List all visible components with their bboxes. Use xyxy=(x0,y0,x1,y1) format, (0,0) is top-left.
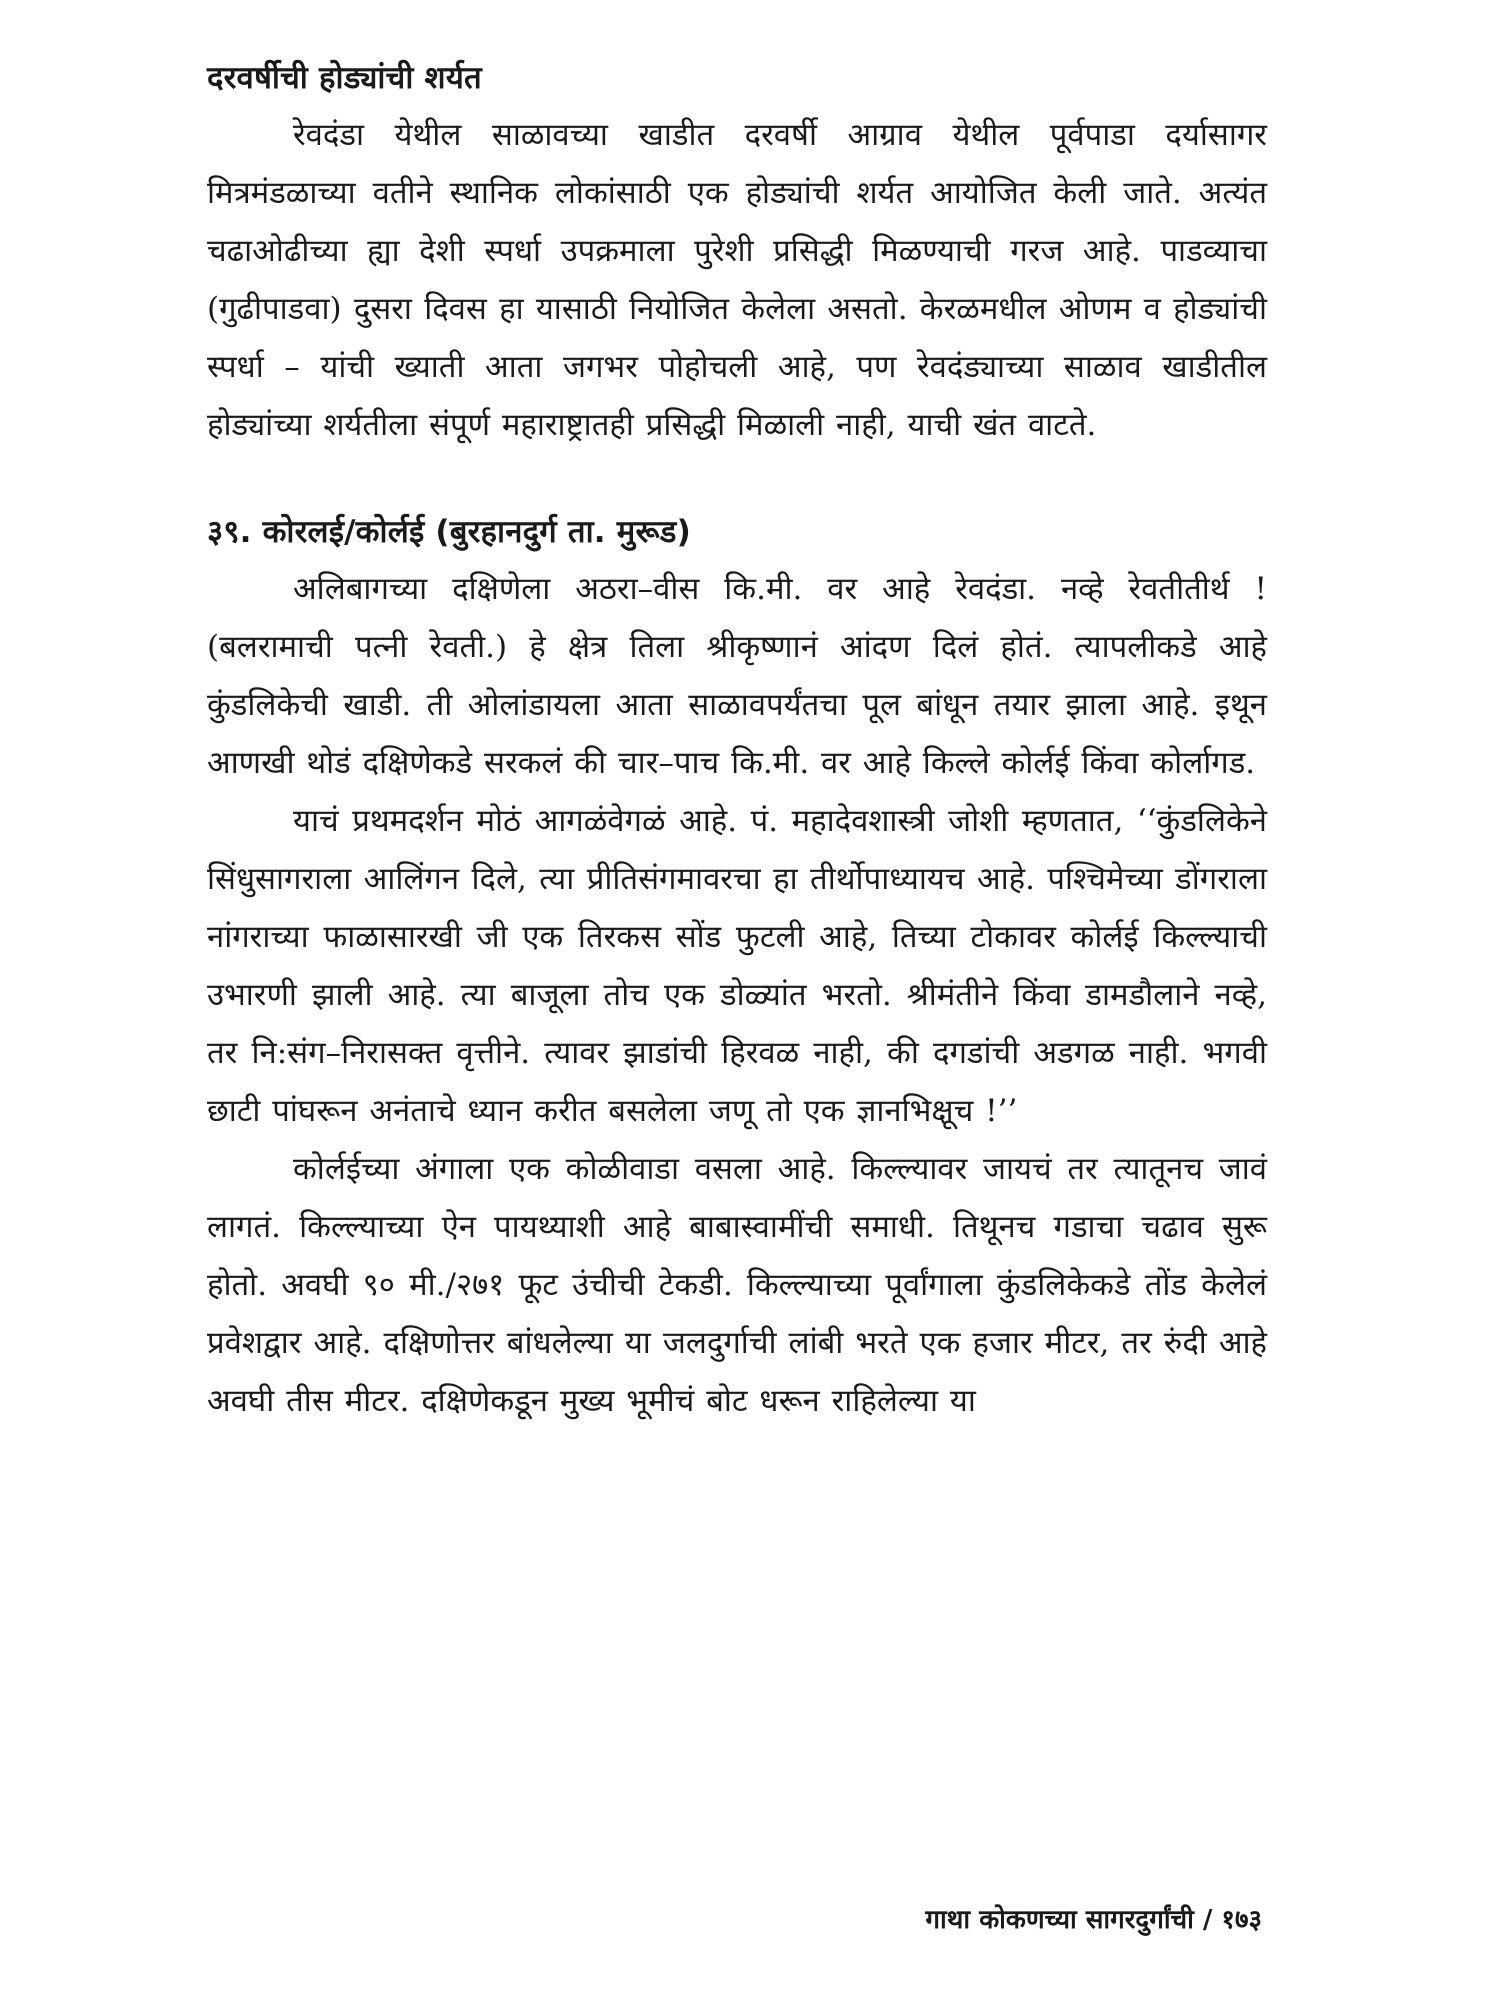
paragraph-korlai-1: अलिबागच्या दक्षिणेला अठरा–वीस कि.मी. वर आहे रेवदंडा. नव्हे रेवतीतीर्थ ! (बलरामाची पत्नी रेवती.) हे क्षेत्र तिला श्रीकृष्णानं आंदण दिलं होतं. त्यापलीकडे आहे कुंडलिकेची खाडी. ती ओलांडायला आता साळावपर्यंतचा पूल बांधून तयार झाला आहे. इथून आणखी थोडं दक्षिणेकडे सरकलं की चार–पाच कि.मी. वर आहे किल्ले कोर्लई किंवा कोर्लागड. xyxy=(207,571,1267,781)
section-heading-korlai: ३९. कोरलई/कोर्लई (बुरहानदुर्ग ता. मुरूड) xyxy=(207,514,691,550)
paragraph-korlai-2: याचं प्रथमदर्शन मोठं आगळंवेगळं आहे. पं. महादेवशास्त्री जोशी म्हणतात, ‘‘कुंडलिकेने सिंधुसागराला आलिंगन दिले, त्या प्रीतिसंगमावरचा हा तीर्थोपाध्यायच आहे. पश्चिमेच्या डोंगराला नांगराच्या फाळासारखी जी एक तिरकस सोंड फुटली आहे, तिच्या टोकावर कोर्लई किल्ल्याची उभारणी झाली आहे. त्या बाजूला तोच एक डोळ्यांत भरतो. श्रीमंतीने किंवा डामडौलाने नव्हे, तर नि:संग–निरासक्त वृत्तीने. त्यावर झाडांची हिरवळ नाही, की दगडांची अडगळ नाही. भगवी छाटी पांघरून अनंताचे ध्यान करीत बसलेला जणू तो एक ज्ञानभिक्षूच !’’ xyxy=(207,803,1267,1129)
paragraph-korlai-3: कोर्लईच्या अंगाला एक कोळीवाडा वसला आहे. किल्ल्यावर जायचं तर त्यातूनच जावं लागतं. किल्ल्याच्या ऐन पायथ्याशी आहे बाबास्वामींची समाधी. तिथूनच गडाचा चढाव सुरू होतो. अवघी ९० मी./२७१ फूट उंचीची टेकडी. किल्ल्याच्या पूर्वांगाला कुंडलिकेकडे तोंड केलेलं प्रवेशद्वार आहे. दक्षिणोत्तर बांधलेल्या या जलदुर्गाची लांबी भरते एक हजार मीटर, तर रुंदी आहे अवघी तीस मीटर. दक्षिणेकडून मुख्य भूमीचं बोट धरून राहिलेल्या या xyxy=(207,1151,1267,1419)
section-heading-boat-race: दरवर्षीची होड्यांची शर्यत xyxy=(207,60,482,96)
book-page xyxy=(207,52,1267,1430)
page-footer: गाथा कोकणच्या सागरदुर्गांची / १७३ xyxy=(925,1905,1262,1935)
paragraph-boat-race: रेवदंडा येथील साळावच्या खाडीत दरवर्षी आग्राव येथील पूर्वपाडा दर्यासागर मित्रमंडळाच्या वतीने स्थानिक लोकांसाठी एक होड्यांची शर्यत आयोजित केली जाते. अत्यंत चढाओढीच्या ह्या देशी स्पर्धा उपक्रमाला पुरेशी प्रसिद्धी मिळण्याची गरज आहे. पाडव्याचा (गुढीपाडवा) दुसरा दिवस हा यासाठी नियोजित केलेला असतो. केरळमधील ओणम व होड्यांची स्पर्धा – यांची ख्याती आता जगभर पोहोचली आहे, पण रेवदंड्याच्या साळाव खाडीतील होड्यांच्या शर्यतीला संपूर्ण महाराष्ट्रातही प्रसिद्धी मिळाली नाही, याची खंत वाटते. xyxy=(207,117,1267,443)
section-gap xyxy=(207,454,1267,506)
